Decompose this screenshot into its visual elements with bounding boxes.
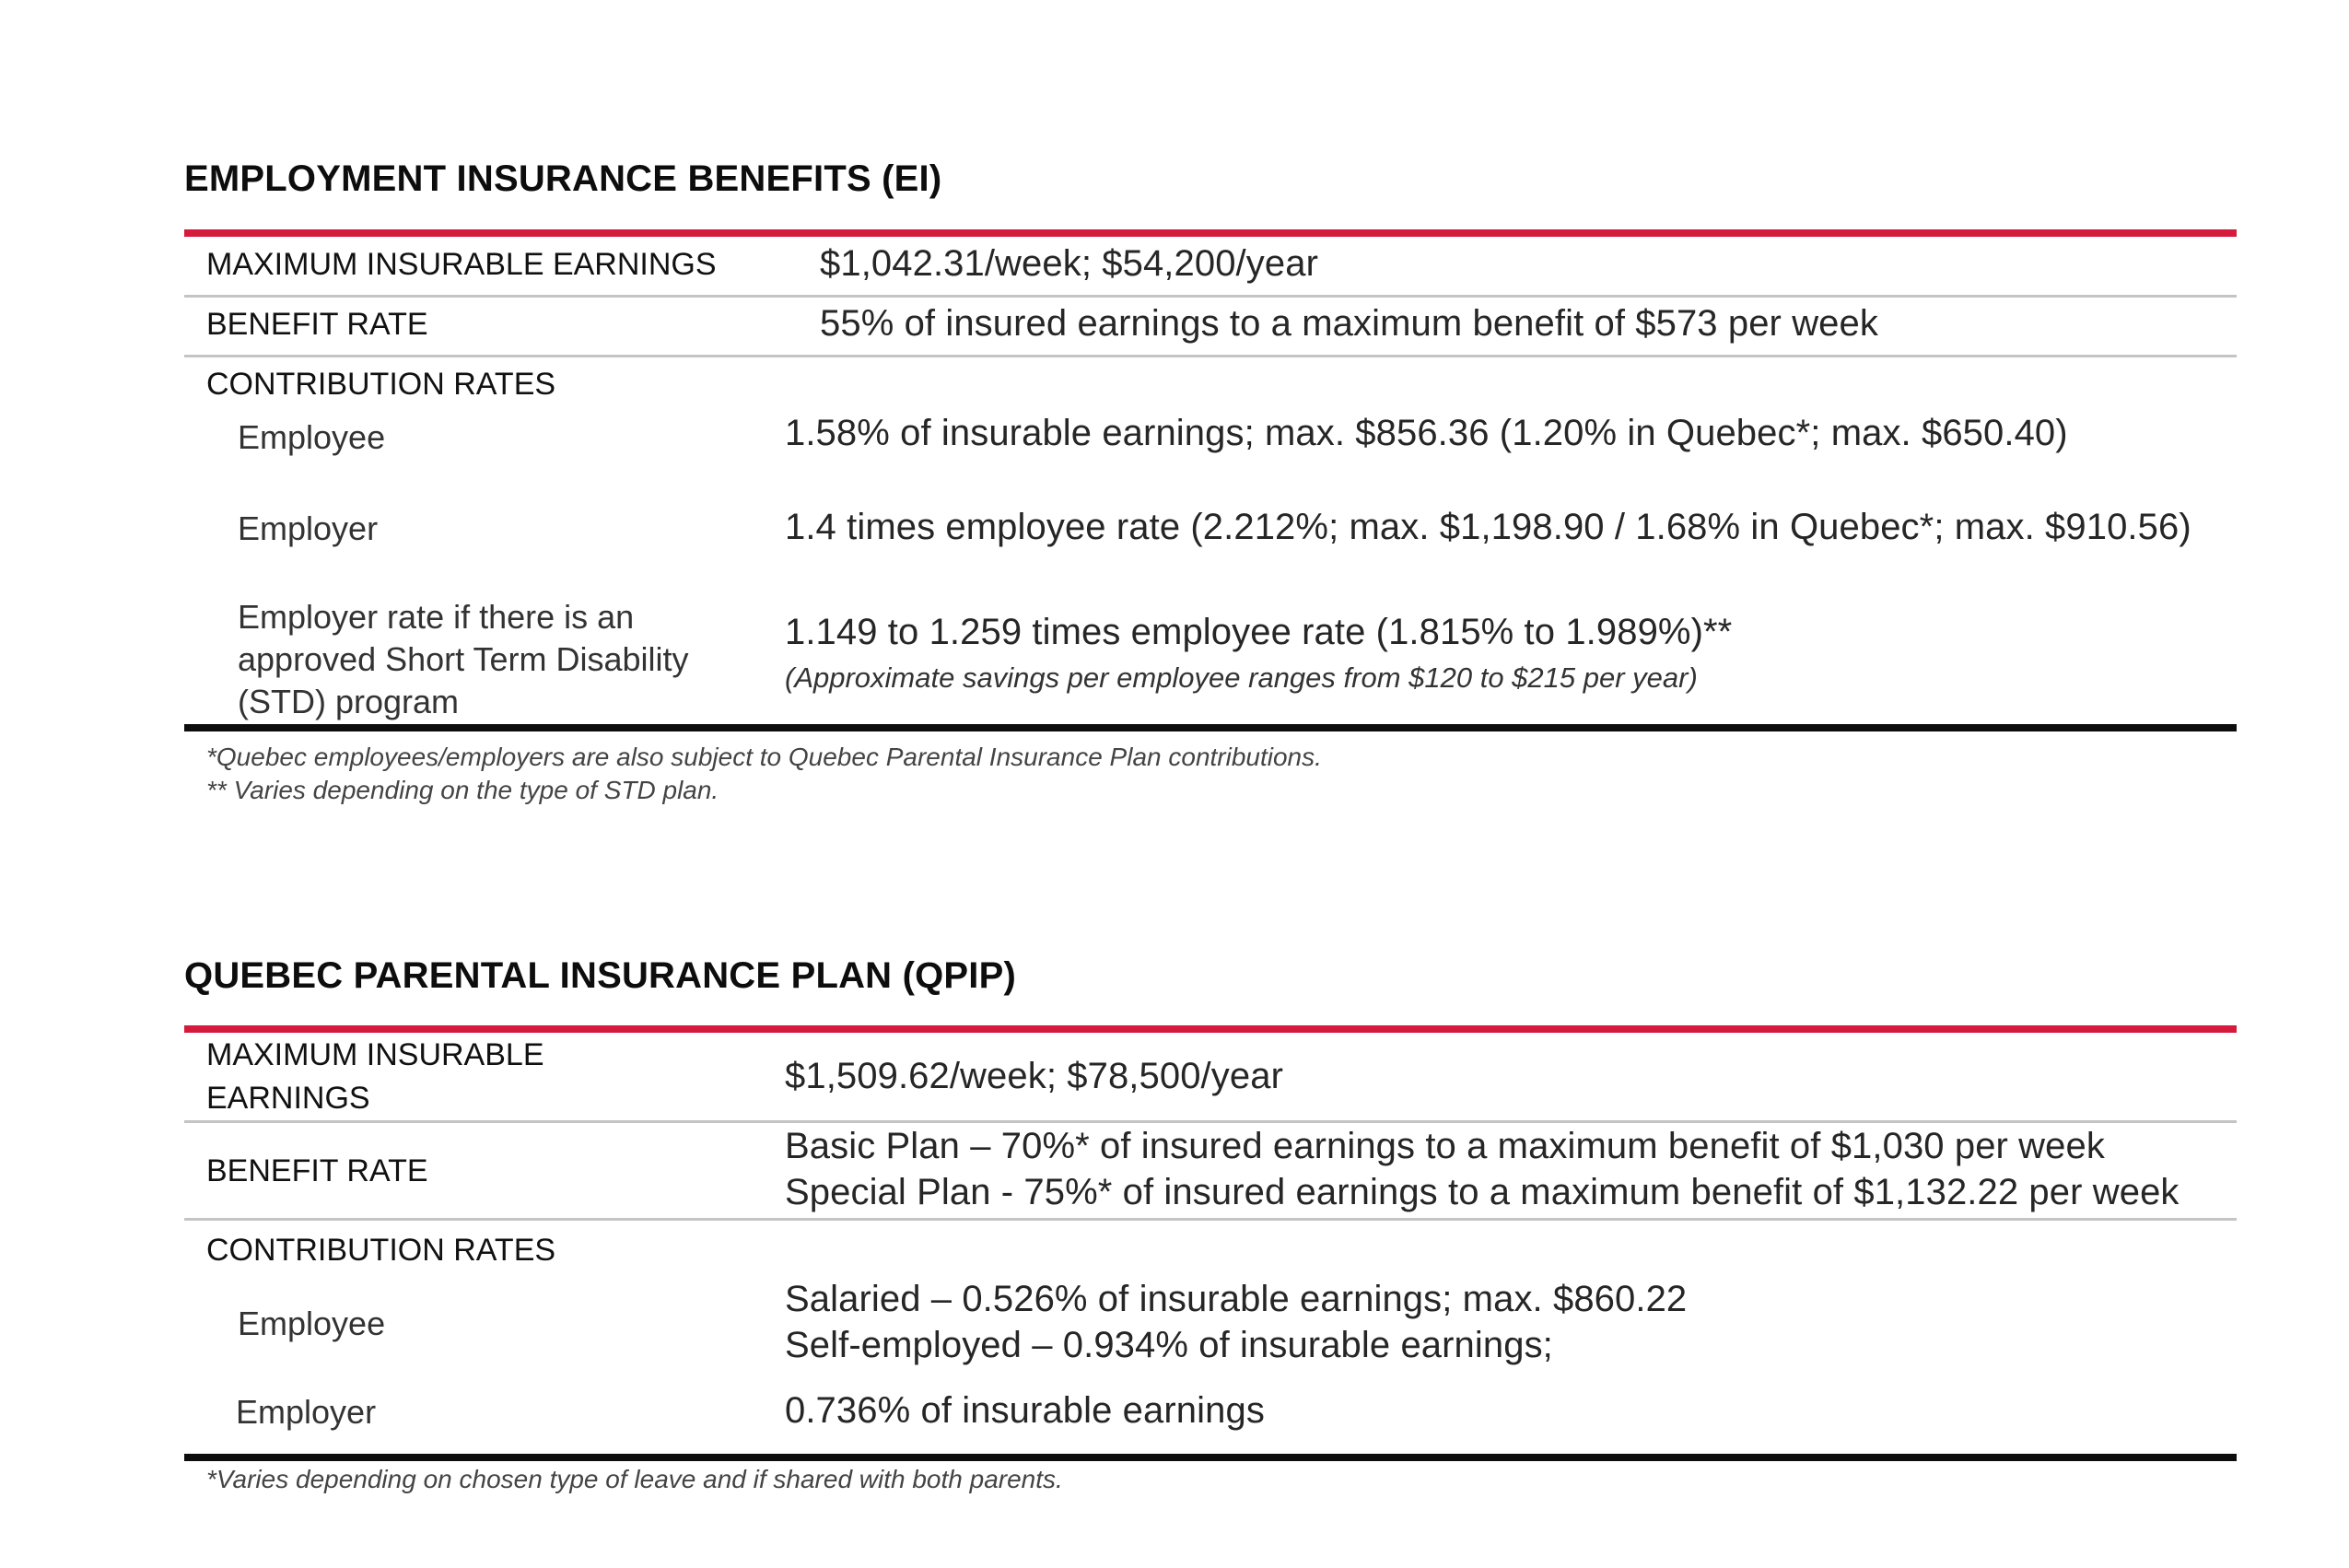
ei-std-label-line: (STD) program bbox=[238, 683, 460, 720]
qpip-max-insurable-label-line: MAXIMUM INSURABLE bbox=[206, 1037, 544, 1072]
qpip-employer-label: Employer bbox=[236, 1393, 377, 1431]
ei-employer-label: Employer bbox=[238, 509, 379, 547]
qpip-employee-self-employed: Self-employed – 0.934% of insurable earnings; bbox=[785, 1325, 1553, 1365]
ei-std-value: 1.149 to 1.259 times employee rate (1.815% to 1.989%)** bbox=[785, 612, 1733, 652]
ei-max-insurable-value: $1,042.31/week; $54,200/year bbox=[820, 243, 1318, 284]
ei-benefit-rate-label: BENEFIT RATE bbox=[206, 307, 428, 342]
ei-footnote: *Quebec employees/employers are also subject to Quebec Parental Insurance Plan contributions. bbox=[206, 743, 1322, 771]
ei-std-label-line: approved Short Term Disability bbox=[238, 640, 689, 678]
qpip-max-insurable-value: $1,509.62/week; $78,500/year bbox=[785, 1056, 1283, 1096]
ei-row-divider bbox=[184, 295, 2237, 298]
qpip-employee-label: Employee bbox=[238, 1305, 386, 1342]
ei-std-label-line: Employer rate if there is an bbox=[238, 598, 635, 636]
ei-bottom-rule bbox=[184, 724, 2237, 731]
qpip-bottom-rule bbox=[184, 1454, 2237, 1461]
qpip-benefit-rate-label: BENEFIT RATE bbox=[206, 1153, 428, 1188]
ei-max-insurable-label: MAXIMUM INSURABLE EARNINGS bbox=[206, 247, 717, 282]
ei-title: EMPLOYMENT INSURANCE BENEFITS (EI) bbox=[184, 158, 942, 199]
qpip-footnote: *Varies depending on chosen type of leave and if shared with both parents. bbox=[206, 1465, 1063, 1493]
ei-employee-value: 1.58% of insurable earnings; max. $856.36 (1.20% in Quebec*; max. $650.40) bbox=[785, 413, 2068, 453]
ei-footnote: ** Varies depending on the type of STD plan. bbox=[206, 776, 719, 804]
ei-row-divider bbox=[184, 355, 2237, 357]
ei-employee-label: Employee bbox=[238, 418, 386, 456]
qpip-benefit-rate-basic: Basic Plan – 70%* of insured earnings to a maximum benefit of $1,030 per week bbox=[785, 1126, 2105, 1166]
qpip-max-insurable-label-line: EARNINGS bbox=[206, 1081, 370, 1116]
ei-contribution-label: CONTRIBUTION RATES bbox=[206, 367, 556, 402]
qpip-row-divider bbox=[184, 1120, 2237, 1123]
qpip-employer-value: 0.736% of insurable earnings bbox=[785, 1390, 1265, 1431]
ei-benefit-rate-value: 55% of insured earnings to a maximum benefit of $573 per week bbox=[820, 303, 1878, 344]
ei-employer-value: 1.4 times employee rate (2.212%; max. $1,198.90 / 1.68% in Quebec*; max. $910.56) bbox=[785, 507, 2191, 547]
ei-std-note: (Approximate savings per employee ranges from $120 to $215 per year) bbox=[785, 661, 1698, 694]
qpip-benefit-rate-special: Special Plan - 75%* of insured earnings to a maximum benefit of $1,132.22 per week bbox=[785, 1172, 2180, 1212]
qpip-top-rule bbox=[184, 1025, 2237, 1033]
qpip-title: QUEBEC PARENTAL INSURANCE PLAN (QPIP) bbox=[184, 955, 1017, 996]
qpip-row-divider bbox=[184, 1218, 2237, 1221]
qpip-employee-salaried: Salaried – 0.526% of insurable earnings; max. $860.22 bbox=[785, 1279, 1688, 1319]
qpip-contribution-label: CONTRIBUTION RATES bbox=[206, 1233, 556, 1268]
ei-top-rule bbox=[184, 229, 2237, 237]
